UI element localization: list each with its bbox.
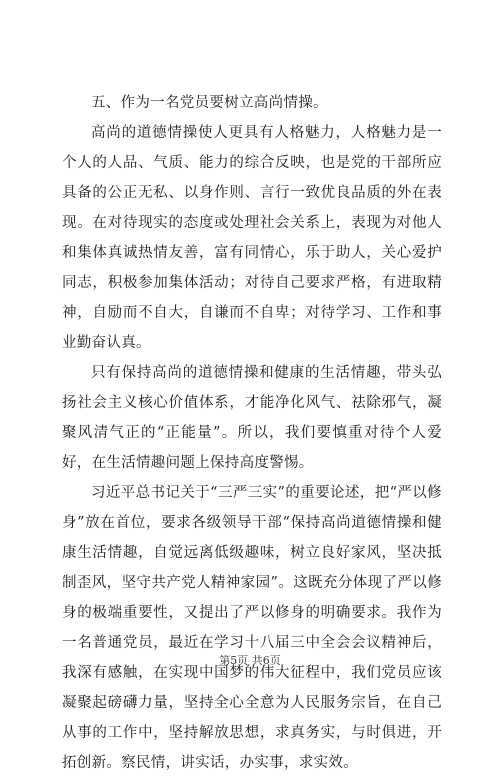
section-heading: 五、作为一名党员要树立高尚情操。	[91, 95, 328, 111]
paragraph-three-stricts: 习近平总书记关于“三严三实”的重要论述，把“严以修身”放在首位，要求各级领导干部“保持高尚道德情操和健康生活情趣，自觉远离低级趣味，树立良好家风，坚决抵制歪风，坚守共产党人精神家园”。这既充分体现了严以修身的极端重要性，又提出了严以修身的明确要求。我作为一名普通党员，最近在学习十八届三中全会会议精神后，我深有感触，在实现中国梦的伟大征程中，我们党员应该凝聚起磅礴力量，坚持全心全意为人民服务宗旨，在自己从事的工作中，坚持解放思想，求真务实，与时俱进，开拓创新。察民情，讲实话，办实事，求实效。	[62, 485, 442, 771]
paragraph-healthy-interests: 只有保持高尚的道德情操和健康的生活情趣，带头弘扬社会主义核心价值体系，才能净化风气、祛除邪气，凝聚风清气正的“正能量”。所以，我们要慎重对待个人爱好，在生活情趣问题上保持高度警惕。	[62, 365, 442, 471]
paragraph-moral-character: 高尚的道德情操使人更具有人格魅力，人格魅力是一个人的人品、气质、能力的综合反映，也是党的干部所应具备的公正无私、以身作则、言行一致优良品质的外在表现。在对待现实的态度或处理社会关系上，表现为对他人和集体真诚热情友善，富有同情心，乐于助人，关心爱护同志，积极参加集体活动；对待自己要求严格，有进取精神，自励而不自大，自谦而不自卑；对待学习、工作和事业勤奋认真。	[62, 125, 442, 351]
document-body	[62, 88, 442, 778]
page-number-footer: 第5页 共6页	[219, 654, 281, 667]
